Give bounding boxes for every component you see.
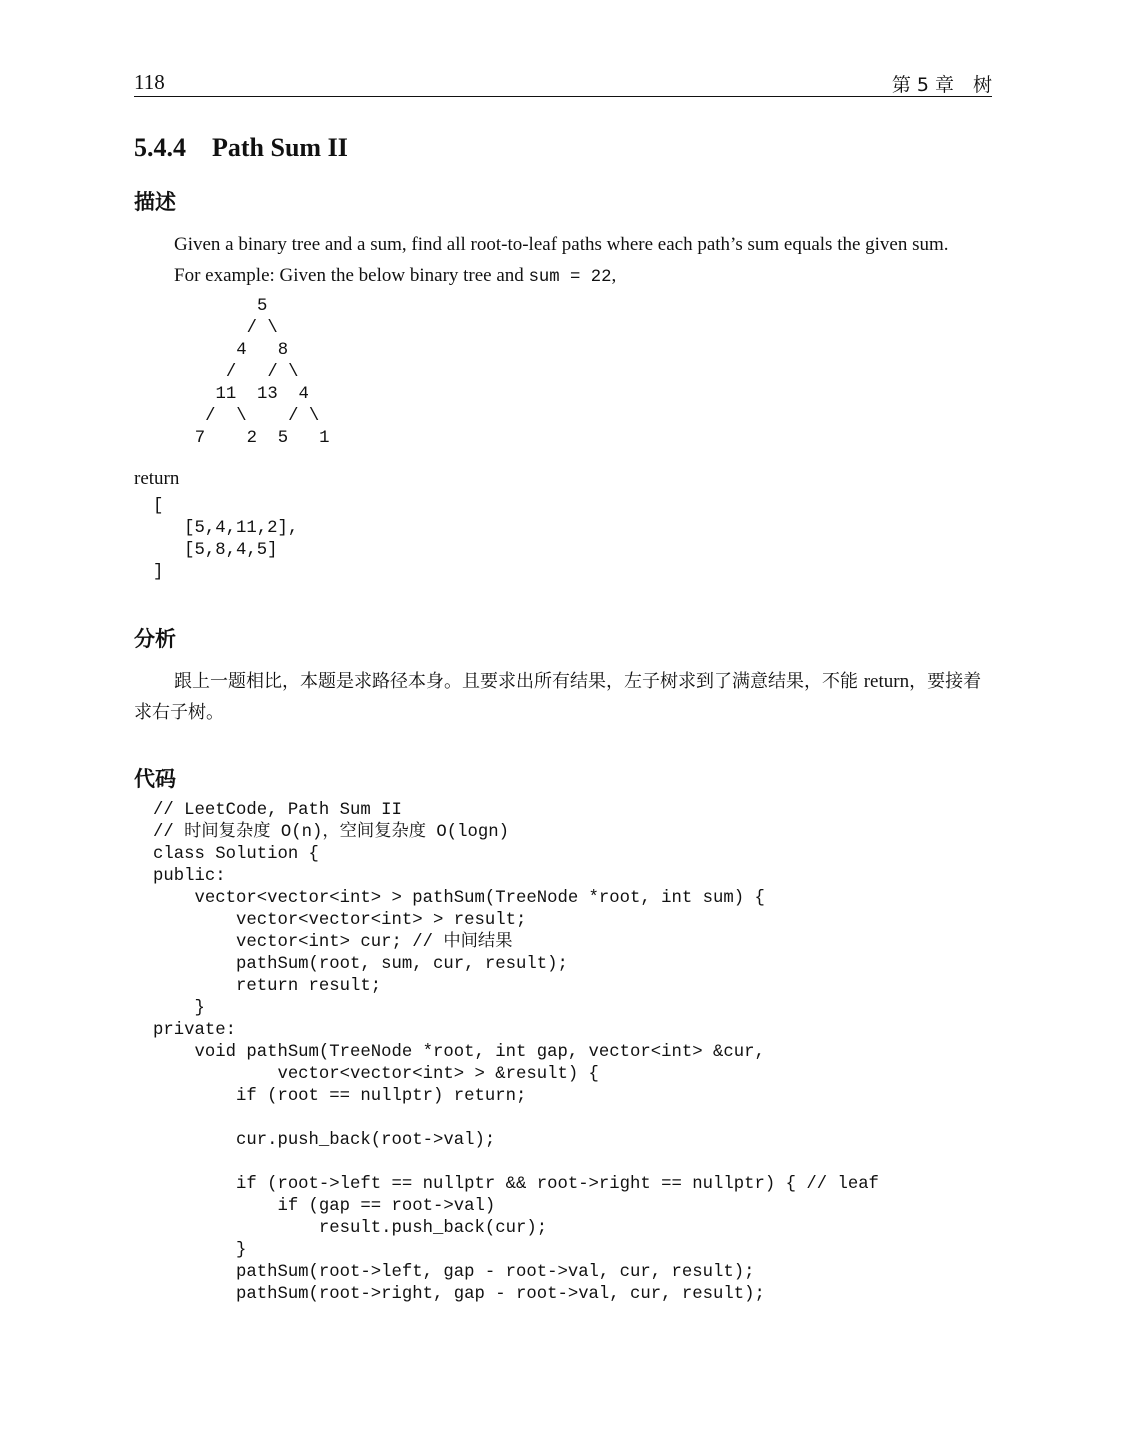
analysis-paragraph bbox=[134, 666, 994, 728]
description-line-2-suffix: , bbox=[611, 265, 617, 286]
description-line-2 bbox=[174, 260, 616, 293]
code-heading: 代码 bbox=[134, 767, 176, 791]
return-value: [ [5,4,11,2], [5,8,4,5] ] bbox=[153, 497, 299, 582]
analysis-text-tail: ，要接着求右子树。 bbox=[134, 671, 982, 723]
description-heading: 描述 bbox=[134, 190, 176, 214]
section-heading bbox=[134, 133, 348, 163]
section-title: Path Sum II bbox=[212, 133, 348, 162]
page-number: 118 bbox=[134, 70, 165, 94]
description-line-1: Given a binary tree and a sum, find all root-to-leaf paths where each path’s sum equals the given sum. bbox=[174, 234, 949, 255]
sum-code: sum = 22 bbox=[528, 268, 612, 287]
binary-tree-diagram: 5 / \ 4 8 / / \ 11 13 4 / \ / \ 7 2 5 1 bbox=[194, 297, 330, 448]
analysis-text: 跟上一题相比，本题是求路径本身。且要求出所有结果，左子树求到了满意结果，不能 bbox=[174, 671, 864, 692]
code-listing: // LeetCode, Path Sum II // 时间复杂度 O(n)，空间复杂度 O(logn) class Solution { public: vector<vector<int> > pathSum(TreeNode *root, int sum) { vector<vector<int> > result; vector<int> cur; // 中间结果 pathSum(root, sum, cur, result); return result; } private: void pathSum(TreeNode *root, int gap, vector<int> &cur, vector<vector<int> > &result) { if (root == nullptr) return; cur.push_back(root->val); if (root->left == nullptr && root->right == nullptr) { // leaf if (gap == root->val) result.push_back(cur); } pathSum(root->left, gap - root->val, cur, result); pathSum(root->right, gap - root->val, cur, result); bbox=[153, 801, 879, 1304]
return-label: return bbox=[134, 468, 180, 489]
section-number: 5.4.4 bbox=[134, 133, 186, 162]
chapter-title: 第 5 章 树 bbox=[891, 74, 992, 96]
page-header bbox=[134, 68, 992, 97]
analysis-heading: 分析 bbox=[134, 627, 176, 651]
analysis-return-word: return bbox=[863, 671, 910, 692]
description-line-2-prefix: For example: Given the below binary tree and bbox=[174, 265, 529, 286]
